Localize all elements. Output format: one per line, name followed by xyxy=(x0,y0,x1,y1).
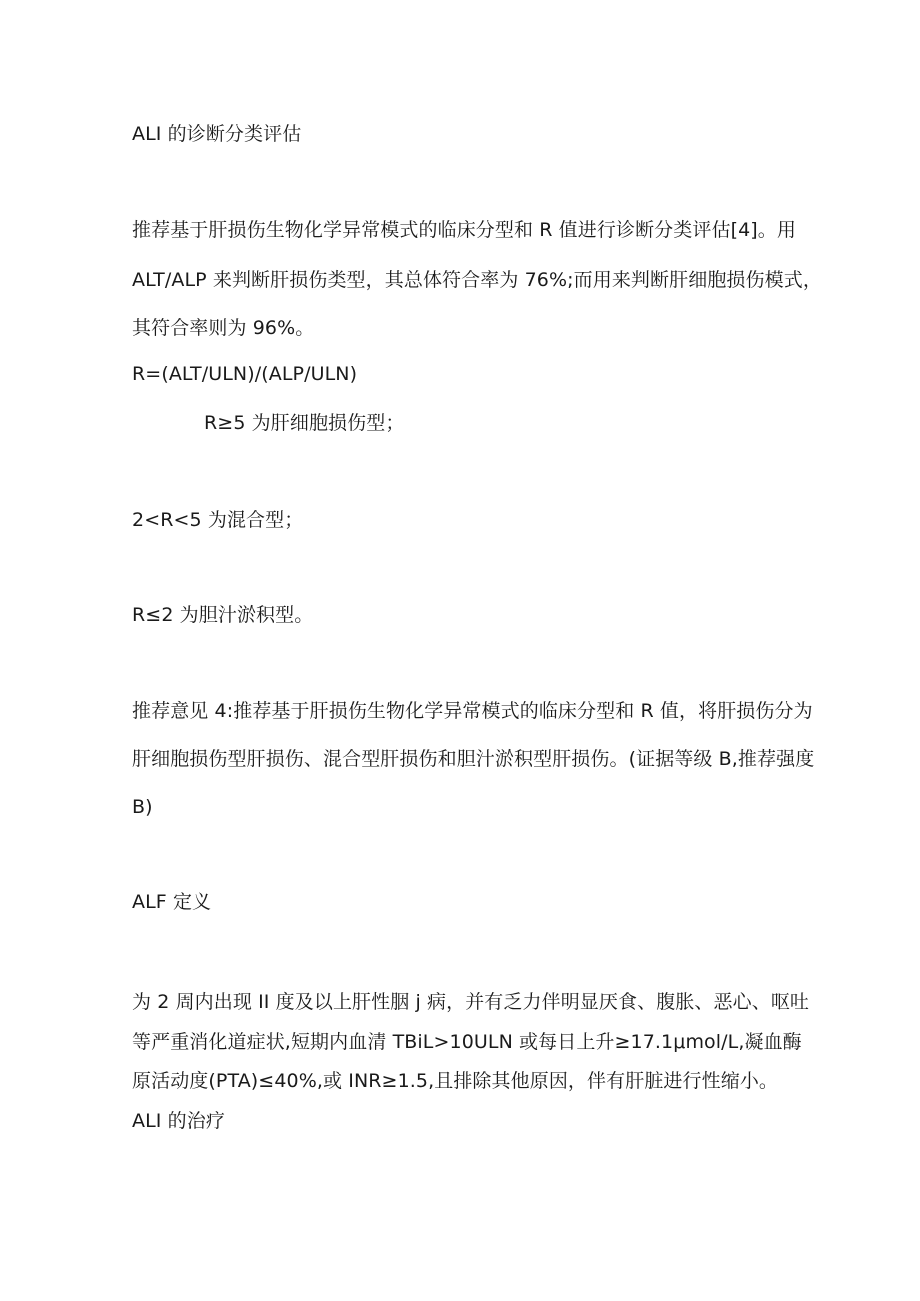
recommendation-line: B) xyxy=(132,796,153,818)
paragraph-line: 推荐基于肝损伤生物化学异常模式的临床分型和 R 值进行诊断分类评估[4]。用 xyxy=(132,219,796,241)
criterion-mixed: 2<R<5 为混合型； xyxy=(132,509,304,531)
heading-ali-treatment: ALI 的治疗 xyxy=(132,1110,225,1132)
recommendation-line: 肝细胞损伤型肝损伤、混合型肝损伤和胆汁淤积型肝损伤。(证据等级 B,推荐强度 xyxy=(132,748,815,770)
definition-line: 等严重消化道症状,短期内血清 TBiL>10ULN 或每日上升≥17.1μmol/L,凝血酶 xyxy=(132,1031,802,1053)
definition-line: 为 2 周内出现 II 度及以上肝性胭 j 病，并有乏力伴明显厌食、腹胀、恶心、呕吐 xyxy=(132,991,810,1013)
r-value-formula: R=(ALT/ULN)/(ALP/ULN) xyxy=(132,363,358,385)
paragraph-line: ALT/ALP 来判断肝损伤类型，其总体符合率为 76%;而用来判断肝细胞损伤模式， xyxy=(132,269,822,291)
heading-alf-definition: ALF 定义 xyxy=(132,891,212,913)
criterion-cholestatic: R≤2 为胆汁淤积型。 xyxy=(132,604,314,626)
paragraph-line: 其符合率则为 96%。 xyxy=(132,317,315,339)
definition-line: 原活动度(PTA)≤40%,或 INR≥1.5,且排除其他原因，伴有肝脏进行性缩小。 xyxy=(132,1070,779,1092)
recommendation-line: 推荐意见 4:推荐基于肝损伤生物化学异常模式的临床分型和 R 值，将肝损伤分为 xyxy=(132,700,813,722)
criterion-hepatocellular: R≥5 为肝细胞损伤型； xyxy=(204,412,405,434)
heading-ali-diagnosis: ALI 的诊断分类评估 xyxy=(132,123,302,145)
